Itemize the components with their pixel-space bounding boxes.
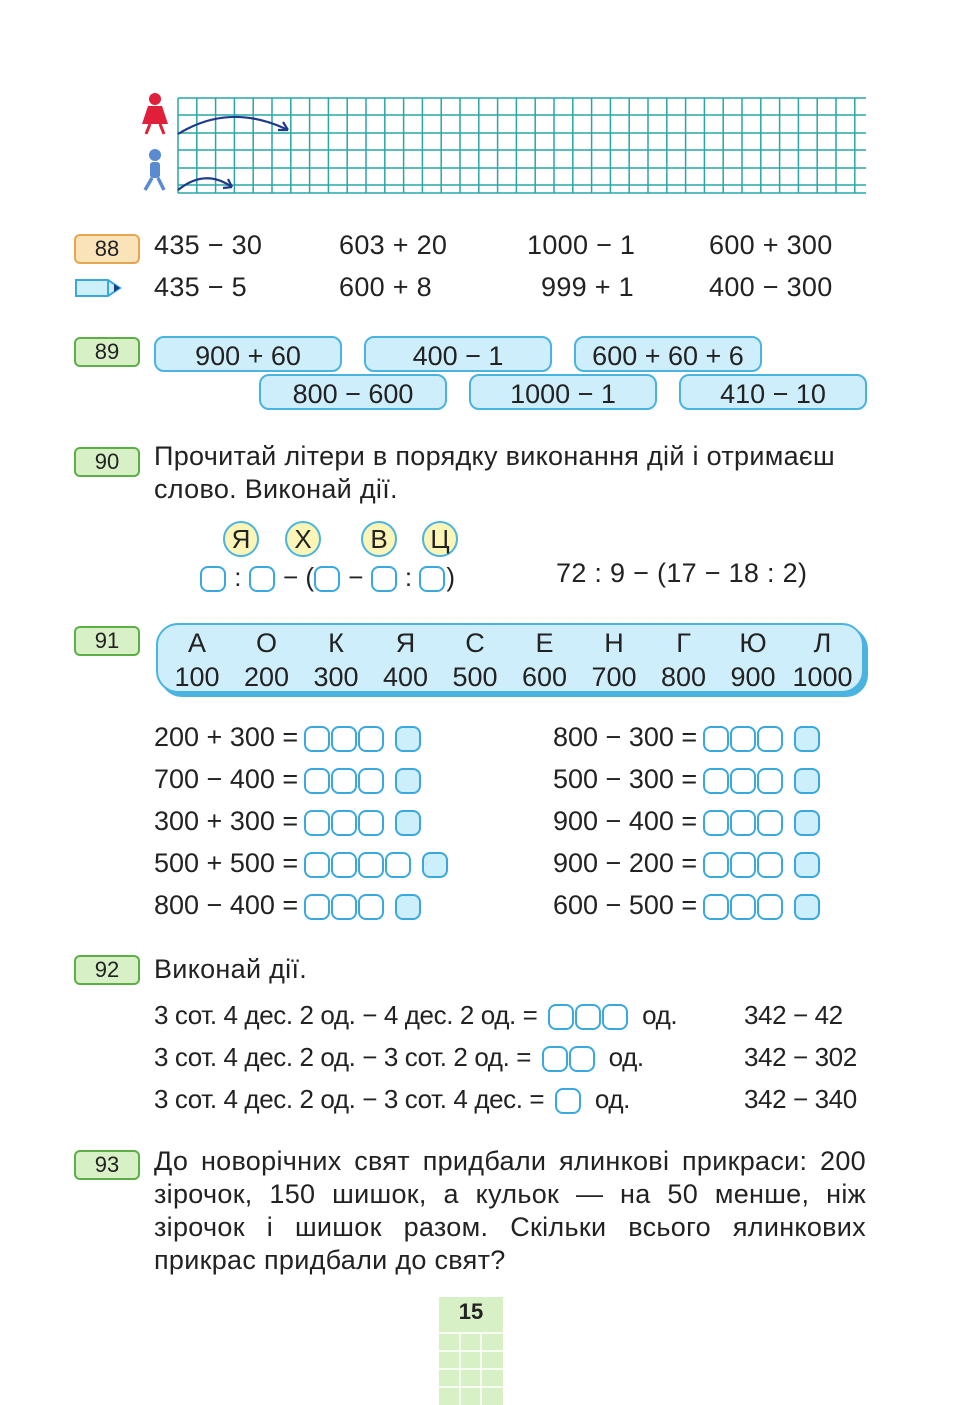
letter-answer-box[interactable] bbox=[794, 852, 820, 878]
table-letter: А bbox=[187, 628, 206, 658]
table-value: 400 bbox=[382, 662, 429, 692]
table-letter: К bbox=[328, 628, 344, 658]
letter-circle-2: Х bbox=[285, 521, 321, 557]
table-value: 200 bbox=[243, 662, 290, 692]
letter-value-table bbox=[156, 623, 864, 693]
answer-box[interactable] bbox=[304, 768, 330, 794]
table-letter: Ю bbox=[739, 628, 767, 658]
answer-box[interactable] bbox=[602, 1004, 628, 1030]
equation-row bbox=[154, 887, 422, 923]
expr-card-89-2: 400 − 1 bbox=[364, 336, 552, 372]
answer-box[interactable] bbox=[730, 768, 756, 794]
answer-box[interactable] bbox=[569, 1046, 595, 1072]
letter-answer-box[interactable] bbox=[422, 852, 448, 878]
expr-88-2-1: 435 − 5 bbox=[154, 272, 247, 302]
answer-box[interactable] bbox=[358, 726, 384, 752]
operator: − bbox=[282, 562, 299, 592]
answer-box[interactable] bbox=[757, 894, 783, 920]
answer-box[interactable] bbox=[331, 810, 357, 836]
task-92-check: 342 − 340 bbox=[744, 1084, 857, 1114]
table-value: 700 bbox=[591, 662, 637, 692]
operator: : bbox=[234, 562, 242, 592]
task-number-91: 91 bbox=[74, 626, 140, 656]
task-92-unit: од. bbox=[642, 1000, 678, 1030]
table-value: 600 bbox=[521, 662, 568, 692]
task-number-88: 88 bbox=[74, 234, 140, 264]
equation-row bbox=[553, 761, 821, 797]
answer-box[interactable] bbox=[703, 852, 729, 878]
answer-box[interactable] bbox=[703, 726, 729, 752]
answer-box[interactable] bbox=[548, 1004, 574, 1030]
equation-row bbox=[553, 803, 821, 839]
operator: − bbox=[348, 562, 364, 592]
page-number-tab bbox=[439, 1297, 503, 1405]
equation-text: 200 + 300 = bbox=[154, 722, 299, 752]
task-92-expr: 3 сот. 4 дес. 2 од. − 3 сот. 2 од. = bbox=[154, 1042, 532, 1072]
answer-box[interactable] bbox=[703, 894, 729, 920]
table-value: 500 bbox=[452, 662, 498, 692]
equation-text: 300 + 300 = bbox=[154, 806, 299, 836]
answer-box[interactable] bbox=[703, 768, 729, 794]
equation-text: 800 − 300 = bbox=[553, 722, 698, 752]
equation-row bbox=[553, 887, 821, 923]
task-number-89: 89 bbox=[74, 337, 140, 367]
answer-box[interactable] bbox=[730, 810, 756, 836]
equation-row bbox=[553, 845, 821, 881]
answer-box[interactable] bbox=[358, 810, 384, 836]
letter-circle-1: Я bbox=[223, 521, 259, 557]
expr-88-1-3: 1000 − 1 bbox=[527, 230, 636, 260]
answer-box[interactable] bbox=[730, 852, 756, 878]
answer-box[interactable] bbox=[371, 566, 397, 592]
answer-box[interactable] bbox=[703, 810, 729, 836]
table-value: 300 bbox=[313, 662, 359, 692]
pencil-icon bbox=[74, 276, 122, 300]
equation-row bbox=[154, 761, 422, 797]
equation-text: 800 − 400 = bbox=[154, 890, 299, 920]
table-letter: О bbox=[255, 628, 277, 658]
task-92-row bbox=[154, 997, 677, 1033]
answer-box[interactable] bbox=[249, 566, 275, 592]
task-92-expr: 3 сот. 4 дес. 2 од. − 3 сот. 4 дес. = bbox=[154, 1084, 545, 1114]
table-value: 800 bbox=[660, 662, 707, 692]
answer-box[interactable] bbox=[331, 768, 357, 794]
task-number-90: 90 bbox=[74, 447, 140, 477]
letter-answer-box[interactable] bbox=[794, 768, 820, 794]
answer-box[interactable] bbox=[200, 566, 226, 592]
table-letter: Г bbox=[676, 628, 691, 658]
operator: : bbox=[404, 562, 413, 592]
answer-box[interactable] bbox=[542, 1046, 568, 1072]
expr-card-89-5: 1000 − 1 bbox=[469, 374, 657, 410]
letter-answer-box[interactable] bbox=[794, 726, 820, 752]
task-92-expr: 3 сот. 4 дес. 2 од. − 4 дес. 2 од. = bbox=[154, 1000, 538, 1030]
letter-answer-box[interactable] bbox=[395, 726, 421, 752]
equation-row bbox=[154, 803, 422, 839]
letter-answer-box[interactable] bbox=[395, 810, 421, 836]
letter-answer-box[interactable] bbox=[794, 810, 820, 836]
table-letter: Е bbox=[535, 628, 554, 658]
expr-card-89-3: 600 + 60 + 6 bbox=[574, 336, 762, 372]
letter-answer-box[interactable] bbox=[395, 768, 421, 794]
answer-box[interactable] bbox=[358, 894, 384, 920]
task-number-92: 92 bbox=[74, 955, 140, 985]
task-92-unit: од. bbox=[608, 1042, 644, 1072]
task-90-expression: 72 : 9 − (17 − 18 : 2) bbox=[556, 558, 808, 588]
expr-88-1-4: 600 + 300 bbox=[709, 230, 833, 260]
answer-box[interactable] bbox=[358, 852, 384, 878]
task-92-unit: од. bbox=[594, 1084, 630, 1114]
boy-walking-icon bbox=[145, 149, 164, 190]
answer-box[interactable] bbox=[730, 894, 756, 920]
task-92-row bbox=[154, 1081, 630, 1117]
answer-box[interactable] bbox=[757, 768, 783, 794]
expr-card-89-1: 900 + 60 bbox=[154, 336, 342, 372]
answer-box[interactable] bbox=[314, 566, 340, 592]
answer-box[interactable] bbox=[555, 1088, 581, 1114]
table-letter: Л bbox=[813, 628, 832, 658]
task-92-title: Виконай дії. bbox=[154, 954, 308, 984]
table-value: 100 bbox=[174, 662, 220, 692]
number-line-grid bbox=[140, 90, 870, 200]
answer-box[interactable] bbox=[575, 1004, 601, 1030]
equation-text: 600 − 500 = bbox=[553, 890, 698, 920]
equation-row bbox=[154, 845, 449, 881]
girl-walking-icon bbox=[142, 93, 168, 134]
expr-88-2-4: 400 − 300 bbox=[709, 272, 833, 302]
expr-88-2-2: 600 + 8 bbox=[339, 272, 432, 302]
task-92-check: 342 − 42 bbox=[744, 1000, 843, 1030]
task-92-check: 342 − 302 bbox=[744, 1042, 857, 1072]
equation-text: 700 − 400 = bbox=[154, 764, 299, 794]
table-value: 900 bbox=[730, 662, 776, 692]
equation-text: 900 − 400 = bbox=[553, 806, 698, 836]
operator: ) bbox=[446, 562, 456, 592]
answer-box[interactable] bbox=[304, 810, 330, 836]
expr-88-2-3: 999 + 1 bbox=[541, 272, 634, 302]
expr-88-1-1: 435 − 30 bbox=[154, 230, 263, 260]
task-90-text: Прочитай літери в порядку виконання дій і отримаєш слово. Виконай дії. bbox=[154, 441, 835, 504]
answer-box[interactable] bbox=[331, 852, 357, 878]
equation-row bbox=[553, 719, 821, 755]
table-letter: С bbox=[465, 628, 485, 658]
answer-box[interactable] bbox=[331, 894, 357, 920]
answer-box[interactable] bbox=[304, 852, 330, 878]
letter-circle-3: В bbox=[361, 521, 397, 557]
table-letter: Н bbox=[604, 628, 624, 658]
expr-card-89-4: 800 − 600 bbox=[259, 374, 447, 410]
task-93-text: До новорічних свят придбали ялинкові прикраси: 200 зірочок, 150 шишок, а кульок — на 50 менше, ніж зірочок і шишок разом. Скільки всього ялинкових прикрас придбали до свят? bbox=[154, 1146, 866, 1275]
answer-box[interactable] bbox=[358, 768, 384, 794]
equation-text: 900 − 200 = bbox=[553, 848, 698, 878]
answer-box[interactable] bbox=[385, 852, 411, 878]
table-value: 1000 bbox=[792, 662, 853, 692]
letter-answer-box[interactable] bbox=[395, 894, 421, 920]
task-92-row bbox=[154, 1039, 644, 1075]
letter-circle-4: Ц bbox=[422, 521, 458, 557]
equation-row bbox=[154, 719, 422, 755]
operator: ( bbox=[305, 562, 315, 592]
page-number: 15 bbox=[458, 1299, 484, 1324]
task-number-93: 93 bbox=[74, 1150, 140, 1180]
answer-box[interactable] bbox=[730, 726, 756, 752]
letter-answer-box[interactable] bbox=[794, 894, 820, 920]
answer-box[interactable] bbox=[757, 810, 783, 836]
equation-text: 500 − 300 = bbox=[553, 764, 698, 794]
answer-box[interactable] bbox=[419, 566, 445, 592]
equation-text: 500 + 500 = bbox=[154, 848, 299, 878]
answer-box[interactable] bbox=[304, 894, 330, 920]
answer-box[interactable] bbox=[757, 852, 783, 878]
answer-expression-template bbox=[200, 560, 455, 594]
table-letter: Я bbox=[395, 628, 416, 658]
expr-88-1-2: 603 + 20 bbox=[339, 230, 448, 260]
answer-box[interactable] bbox=[757, 726, 783, 752]
answer-box[interactable] bbox=[304, 726, 330, 752]
expr-card-89-6: 410 − 10 bbox=[679, 374, 867, 410]
answer-box[interactable] bbox=[331, 726, 357, 752]
